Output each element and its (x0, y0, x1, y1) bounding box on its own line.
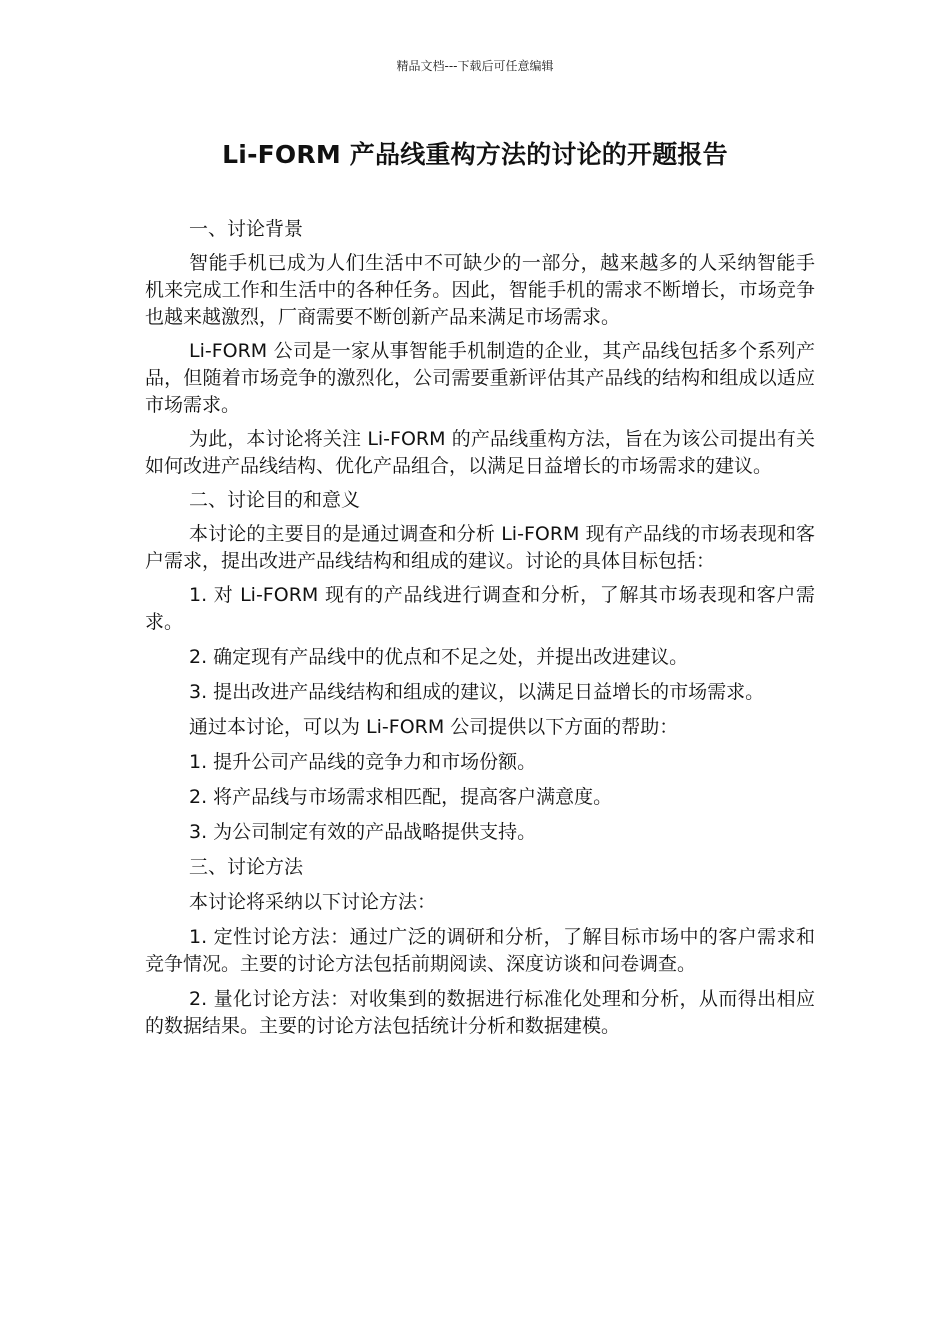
list-item-benefit-3: 3. 为公司制定有效的产品战略提供支持。 (189, 821, 537, 843)
document-body (145, 216, 815, 1048)
paragraph-methods-intro: 本讨论将采纳以下讨论方法： (189, 891, 437, 913)
paragraph-company-intro: Li-FORM 公司是一家从事智能手机制造的企业，其产品线包括多个系列产品，但随着市场竞争的激烈化，公司需要重新评估其产品线的结构和组成以适应市场需求。 (145, 340, 815, 416)
list-item-benefit-1: 1. 提升公司产品线的竞争力和市场份额。 (189, 751, 537, 773)
paragraph-smartphone-demand: 智能手机已成为人们生活中不可缺少的一部分，越来越多的人采纳智能手机来完成工作和生活中的各种任务。因此，智能手机的需求不断增长，市场竞争也越来越激烈，厂商需要不断创新产品来满足市场需求。 (145, 252, 815, 328)
document-title: Li-FORM 产品线重构方法的讨论的开题报告 (222, 140, 728, 169)
list-item-goal-2: 2. 确定现有产品线中的优点和不足之处，并提出改进建议。 (189, 646, 689, 668)
list-item-method-qualitative: 1. 定性讨论方法：通过广泛的调研和分析，了解目标市场中的客户需求和竞争情况。主要的讨论方法包括前期阅读、深度访谈和问卷调查。 (145, 926, 815, 975)
paragraph-study-focus: 为此，本讨论将关注 Li-FORM 的产品线重构方法，旨在为该公司提出有关如何改进产品线结构、优化产品组合，以满足日益增长的市场需求的建议。 (145, 428, 815, 477)
list-item-benefit-2: 2. 将产品线与市场需求相匹配，提高客户满意度。 (189, 786, 613, 808)
list-item-method-quantitative: 2. 量化讨论方法：对收集到的数据进行标准化处理和分析，从而得出相应的数据结果。主要的讨论方法包括统计分析和数据建模。 (145, 988, 815, 1037)
list-item-goal-1: 1. 对 Li-FORM 现有的产品线进行调查和分析，了解其市场表现和客户需求。 (145, 584, 815, 633)
section-heading-methods: 三、讨论方法 (189, 856, 304, 878)
section-heading-purpose: 二、讨论目的和意义 (189, 489, 361, 511)
paragraph-benefits-intro: 通过本讨论，可以为 Li-FORM 公司提供以下方面的帮助： (189, 716, 679, 738)
paragraph-main-purpose: 本讨论的主要目的是通过调查和分析 Li-FORM 现有产品线的市场表现和客户需求，提出改进产品线结构和组成的建议。讨论的具体目标包括： (145, 523, 815, 572)
list-item-goal-3: 3. 提出改进产品线结构和组成的建议，以满足日益增长的市场需求。 (189, 681, 765, 703)
page-header-watermark: 精品文档---下载后可任意编辑 (396, 59, 554, 73)
section-heading-background: 一、讨论背景 (189, 218, 304, 240)
